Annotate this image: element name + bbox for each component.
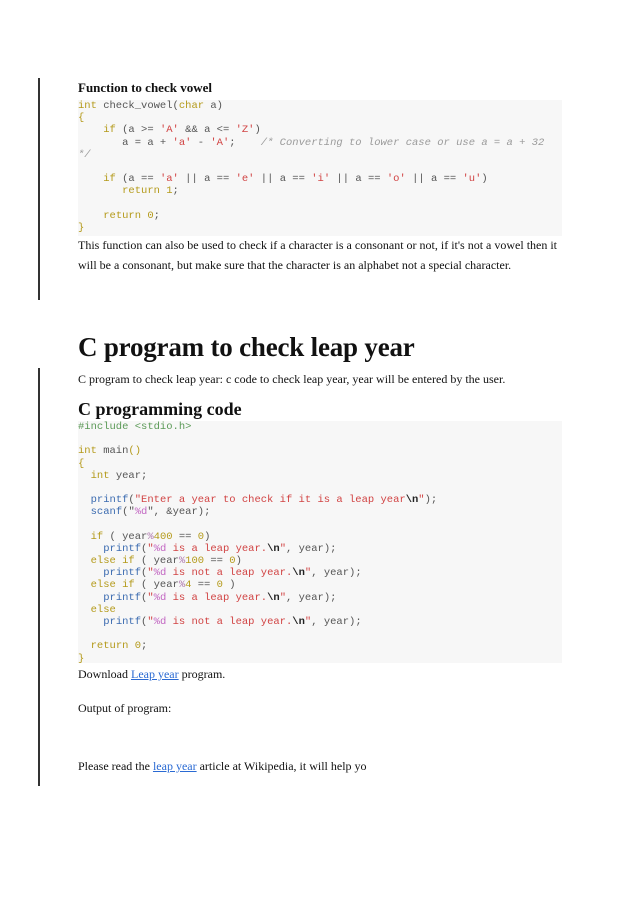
code-line: int main() [78,445,142,458]
code-line: return 0; [90,640,148,653]
code-line: return 0; [103,209,160,222]
code-line: if (a == 'a' || a == 'e' || a == 'i' || a == 'o' || a == 'u') [103,173,488,186]
code-line: printf("%d is not a leap year.\n", year); [103,567,362,580]
vowel-code-block [78,100,562,236]
code-line: if ( year%400 == 0) [90,530,211,543]
read-line: Please read the leap year article at Wikipedia, it will help yo [78,759,367,773]
output-label: Output of program: [78,701,172,715]
code-line: */ [78,148,91,161]
margin-bar-leap [38,368,40,786]
code-line [78,628,562,640]
code-line: else if ( year%100 == 0) [90,555,242,568]
code-line [78,198,562,210]
vowel-description: This function can also be used to check if a character is a consonant or not, if it's not a vowel then it will be a consonant, but make sure that the character is an alphabet not a special character. [78,238,558,272]
leap-title: C program to check leap year [78,332,415,362]
code-line: { [78,112,85,125]
download-line: Download Leap year program. [78,667,226,681]
code-line: } [78,221,85,234]
code-line: } [78,652,85,663]
code-line: printf("Enter a year to check if it is a leap year\n"); [90,494,438,507]
leap-code-block [78,421,562,663]
code-line [78,482,562,494]
code-line: else if ( year%4 == 0 ) [90,579,236,592]
leap-year-wikipedia-link[interactable]: leap year [152,759,197,773]
leap-intro: C program to check leap year: c code to check leap year, year will be entered by the user. [78,372,506,386]
code-line: printf("%d is not a leap year.\n", year); [103,616,362,628]
code-line: else [90,603,116,616]
code-line [78,519,562,531]
code-line: return 1; [122,185,179,198]
code-line: if (a >= 'A' && a <= 'Z') [103,124,261,137]
code-line: printf("%d is a leap year.\n", year); [103,591,337,604]
code-line [78,433,562,445]
code-line: int year; [90,469,148,482]
code-line: scanf("%d", &year); [90,506,211,519]
vowel-heading: Function to check vowel [78,80,212,95]
leap-year-download-link[interactable]: Leap year [131,667,179,681]
code-line [78,161,562,173]
code-line: printf("%d is a leap year.\n", year); [103,542,337,555]
code-line: { [78,457,85,470]
code-line: a = a + 'a' - 'A'; /* Converting to lower case or use a = a + 32 [122,136,545,149]
code-line: int check_vowel(char a) [78,100,223,112]
code-line: #include <stdio.h> [78,421,192,433]
margin-bar-vowel [38,78,40,300]
leap-code-heading: C programming code [78,399,242,419]
